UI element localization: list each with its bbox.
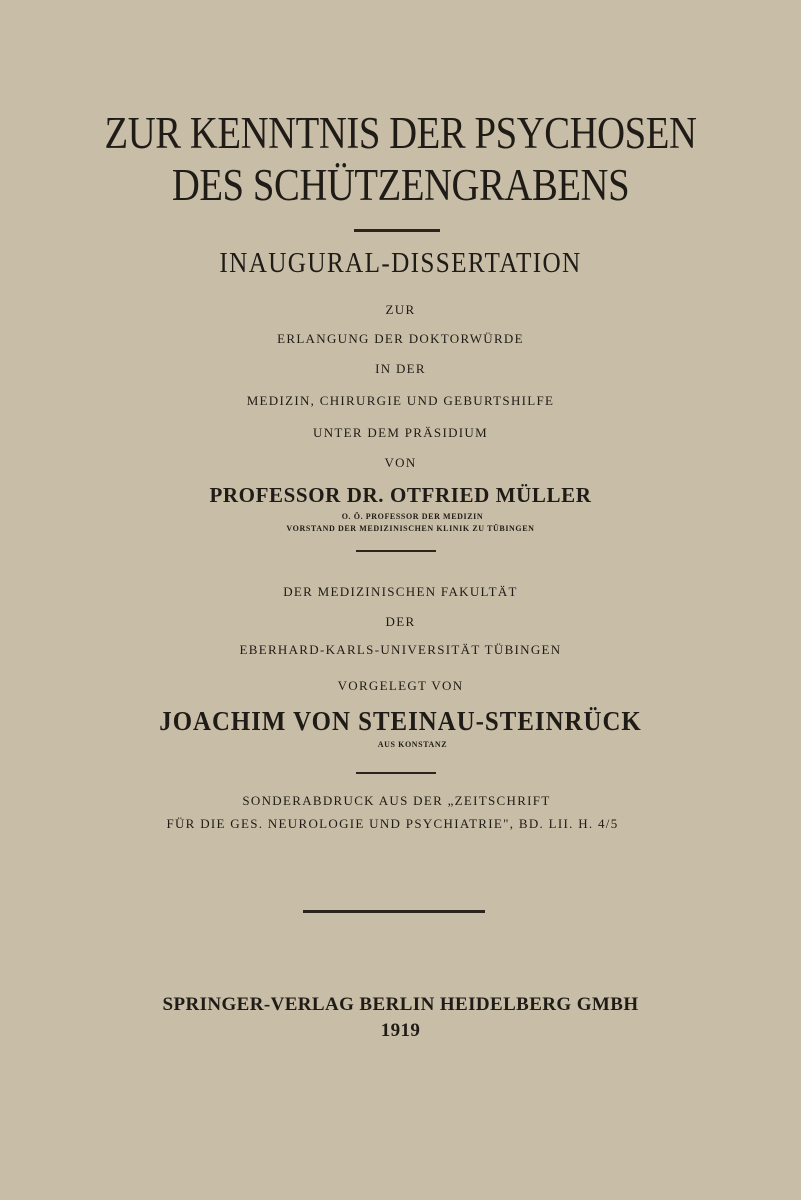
source-line-2: FÜR DIE GES. NEUROLOGIE UND PSYCHIATRIE", BD. LII. H. 4/5 xyxy=(166,816,619,831)
dissertation-in-der: IN DER xyxy=(375,361,426,376)
dissertation-heading: INAUGURAL-DISSERTATION xyxy=(219,248,582,279)
divider-rule-1 xyxy=(354,229,440,232)
faculty-line-1: DER MEDIZINISCHEN FAKULTÄT xyxy=(283,584,518,599)
divider-rule-4 xyxy=(303,910,485,913)
author-name: JOACHIM VON STEINAU-STEINRÜCK xyxy=(159,706,642,736)
author-origin: AUS KONSTANZ xyxy=(377,740,448,749)
dissertation-erlangung: ERLANGUNG DER DOKTORWÜRDE xyxy=(277,331,524,346)
faculty-line-3: EBERHARD-KARLS-UNIVERSITÄT TÜBINGEN xyxy=(239,642,562,657)
professor-role-1: O. Ö. PROFESSOR DER MEDIZIN xyxy=(341,512,484,521)
publisher-year: 1919 xyxy=(380,1020,421,1041)
dissertation-praesidium: UNTER DEM PRÄSIDIUM xyxy=(313,425,488,440)
divider-rule-3 xyxy=(356,772,436,774)
source-line-1: SONDERABDRUCK AUS DER „ZEITSCHRIFT xyxy=(242,793,551,808)
professor-role-2: VORSTAND DER MEDIZINISCHEN KLINIK ZU TÜBINGEN xyxy=(286,524,535,533)
title-line-2: DES SCHÜTZENGRABENS xyxy=(171,160,630,210)
professor-name: PROFESSOR DR. OTFRIED MÜLLER xyxy=(209,483,592,507)
faculty-line-2: DER xyxy=(385,614,416,629)
publisher-name: SPRINGER-VERLAG BERLIN HEIDELBERG GMBH xyxy=(162,994,639,1015)
divider-rule-2 xyxy=(356,550,436,552)
dissertation-von: VON xyxy=(384,455,417,470)
dissertation-zur: ZUR xyxy=(385,302,416,317)
dissertation-fields: MEDIZIN, CHIRURGIE UND GEBURTSHILFE xyxy=(246,393,555,408)
faculty-line-4: VORGELEGT VON xyxy=(337,678,464,693)
title-line-1: ZUR KENNTNIS DER PSYCHOSEN xyxy=(104,108,697,158)
